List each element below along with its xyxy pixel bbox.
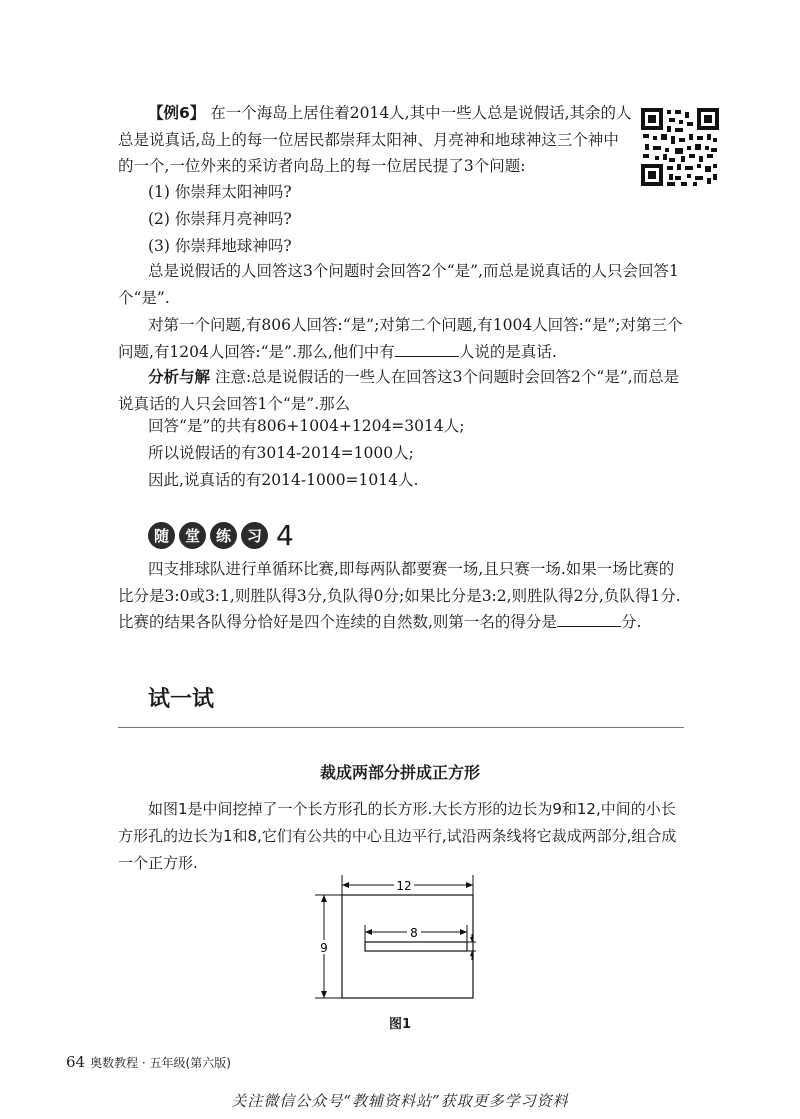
practice-text: 四支排球队进行单循环比赛,即每两队都要赛一场,且只赛一场.如果一场比赛的比分是3:0或3:1,则胜队得3分,负队得0分;如果比分是3:2,则胜队得2分,负队得1分.比赛的结果各队得分恰好是四个连续的自然数,则第一名的得分是 分. — [118, 560, 681, 631]
practice-blank — [557, 612, 621, 627]
example-data: 对第一个问题,有806人回答:“是”;对第二个问题,有1004人回答:“是”;对第三个问题,有1204人回答:“是”.那么,他们中有 人说的是真话. — [118, 316, 683, 361]
width-label: 12 — [396, 879, 412, 893]
question-1: (1) 你崇拜太阳神吗? — [148, 183, 292, 201]
watermark-text: 关注微信公众号“教辅资料站”获取更多学习资料 — [231, 1092, 569, 1110]
hole-label: 8 — [410, 926, 418, 940]
try-text: 如图1是中间挖掉了一个长方形孔的长方形.大长方形的边长为9和12,中间的小长方形孔的边长为1和8,它们有公共的中心且边平行,试沿两条线将它裁成两部分,组合成一个正方形. — [118, 800, 677, 872]
question-2: (2) 你崇拜月亮神吗? — [148, 210, 292, 228]
try-subtitle: 裁成两部分拼成正方形 — [319, 763, 480, 782]
practice-badge-2: 堂 — [179, 522, 206, 549]
practice-header — [148, 515, 294, 555]
page-number: 64 — [66, 1053, 86, 1071]
height-label: 9 — [320, 941, 328, 955]
figure-caption: 图1 — [388, 1017, 412, 1032]
question-3: (3) 你崇拜地球神吗? — [148, 237, 292, 255]
example-tag: 【例6】 — [148, 104, 206, 122]
inner-hole — [365, 942, 467, 951]
analysis-step-1: 回答“是”的共有806+1004+1204=3014人; — [148, 417, 465, 435]
qr-code-icon — [641, 108, 719, 186]
try-section-title: 试一试 — [148, 687, 215, 712]
example-intro: 【例6】 在一个海岛上居住着2014人,其中一些人总是说假话,其余的人总是说真话,岛上的每一位居民都崇拜太阳神、月亮神和地球神这三个神中的一个,一位外来的采访者向岛上的每一位居民提了3个问题: — [118, 104, 632, 175]
practice-badge-4: 习 — [241, 522, 268, 549]
practice-badge-3: 练 — [210, 522, 237, 549]
practice-number: 4 — [276, 518, 294, 552]
answer-blank — [395, 342, 459, 357]
practice-badge-1: 随 — [148, 522, 175, 549]
analysis-step-2: 所以说假话的有3014-2014=1000人; — [148, 444, 414, 462]
example-rule: 总是说假话的人回答这3个问题时会回答2个“是”,而总是说真话的人只会回答1个“是”. — [118, 262, 679, 307]
analysis-step-3: 因此,说真话的有2014-1000=1014人. — [148, 471, 419, 489]
page-footer — [66, 1053, 231, 1071]
analysis-tag: 分析与解 — [148, 368, 211, 386]
section-divider — [118, 727, 684, 728]
figure-rectangle-with-hole — [310, 870, 500, 1010]
analysis-text: 分析与解 注意:总是说假话的一些人在回答这3个问题时会回答2个“是”,而总是说真话的人只会回答1个“是”.那么 — [118, 368, 680, 413]
book-title: 奥数教程 · 五年级(第六版) — [90, 1056, 231, 1070]
